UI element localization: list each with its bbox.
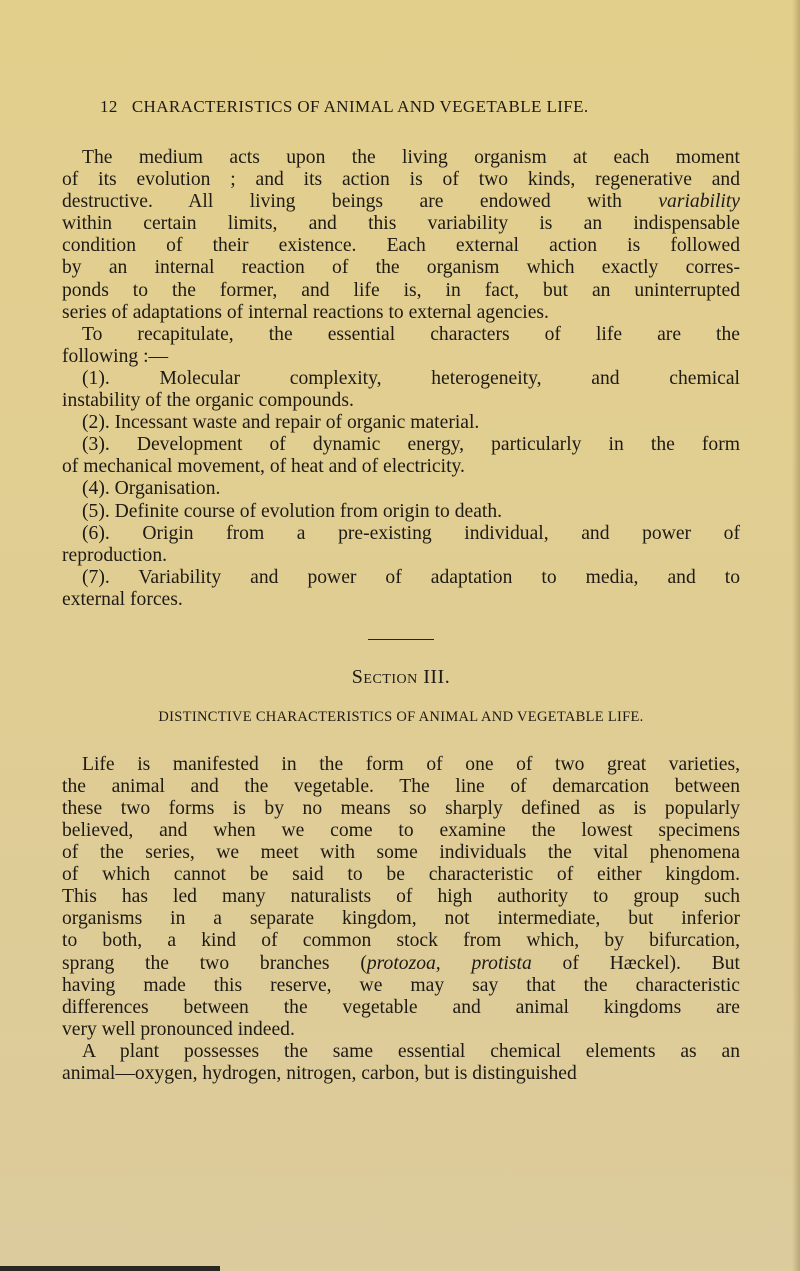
text-line: This has led many naturalists of high authority to group such (62, 886, 740, 908)
text-line: (1). Molecular complexity, heterogeneity, and chemical (82, 367, 740, 389)
paragraph (62, 368, 740, 412)
text-line: animal—oxygen, hydrogen, nitrogen, carbon, but is distinguished (62, 1062, 577, 1084)
section-number: III. (423, 666, 451, 689)
text-line: these two forms is by no means so sharply defined as is popularly (62, 797, 740, 819)
scan-border (0, 1266, 220, 1271)
text-line: series of adaptations of internal reactions to external agencies. (62, 301, 549, 323)
text-line: the animal and the vegetable. The line of demarcation between (62, 775, 740, 797)
text-line: To recapitulate, the essential characters of life are the (82, 323, 740, 345)
paragraph (62, 478, 740, 500)
text-line: of its evolution ; and its action is of two kinds, regenerative and (62, 169, 740, 191)
paragraph (62, 412, 740, 434)
text-line: (6). Origin from a pre-existing individual, and power of (82, 522, 740, 544)
section-heading (62, 666, 740, 688)
text-line: Life is manifested in the form of one of two great varieties, (82, 753, 740, 775)
paragraph (62, 754, 740, 1041)
page-number: 12 (100, 97, 118, 116)
paragraph (62, 324, 740, 368)
text-line: of mechanical movement, of heat and of electricity. (62, 456, 465, 478)
text-line: (7). Variability and power of adaptation to media, and to (82, 566, 740, 588)
page-edge-shadow (792, 0, 800, 1271)
section-label: Section (351, 666, 418, 689)
section-subtitle: DISTINCTIVE CHARACTERISTICS OF ANIMAL AND VEGETABLE LIFE. (158, 708, 644, 725)
text-line: reproduction. (62, 544, 168, 566)
text-line: sprang the two branches (protozoa, protista of Hæckel). But (62, 952, 741, 974)
text-line: A plant possesses the same essential chemical elements as an (82, 1040, 740, 1062)
section-iii-text (62, 754, 740, 1085)
text-line: destructive. All living beings are endowed with variability (62, 191, 740, 213)
page-body (62, 147, 740, 1085)
text-line: of the series, we meet with some individuals the vital phenomena (62, 842, 740, 864)
text-line: differences between the vegetable and animal kingdoms are (62, 996, 740, 1018)
text-line: to both, a kind of common stock from which, by bifurcation, (62, 930, 740, 952)
section-divider (368, 639, 434, 641)
paragraph (62, 523, 740, 567)
text-line: ponds to the former, and life is, in fact, but an uninterrupted (62, 279, 740, 301)
text-line: organisms in a separate kingdom, not intermediate, but inferior (62, 908, 740, 930)
paragraph (62, 434, 740, 478)
paragraph (62, 501, 740, 523)
text-line: believed, and when we come to examine the lowest specimens (62, 819, 740, 841)
section-ii-conclusion (62, 147, 740, 611)
text-line: (5). Definite course of evolution from origin to death. (82, 500, 503, 522)
text-line: (3). Development of dynamic energy, particularly in the form (82, 434, 740, 456)
text-line: very well pronounced indeed. (62, 1018, 295, 1040)
paragraph (62, 567, 740, 611)
text-line: The medium acts upon the living organism at each moment (82, 147, 740, 168)
text-line: (2). Incessant waste and repair of organic material. (82, 412, 480, 434)
running-title: CHARACTERISTICS OF ANIMAL AND VEGETABLE LIFE. (131, 97, 589, 116)
text-line: having made this reserve, we may say that the characteristic (62, 974, 740, 996)
text-line: by an internal reaction of the organism which exactly corres- (62, 257, 740, 279)
text-line: external forces. (62, 588, 183, 610)
text-line: within certain limits, and this variability is an indispensable (62, 213, 740, 235)
text-line: (4). Organisation. (82, 478, 221, 500)
text-line: condition of their existence. Each external action is followed (62, 235, 740, 257)
paragraph (62, 147, 740, 324)
text-line: instability of the organic compounds. (62, 390, 354, 412)
text-line: following :— (62, 345, 169, 367)
paragraph (62, 1041, 740, 1085)
running-header (100, 97, 589, 117)
text-line: of which cannot be said to be characteristic of either kingdom. (62, 864, 740, 886)
